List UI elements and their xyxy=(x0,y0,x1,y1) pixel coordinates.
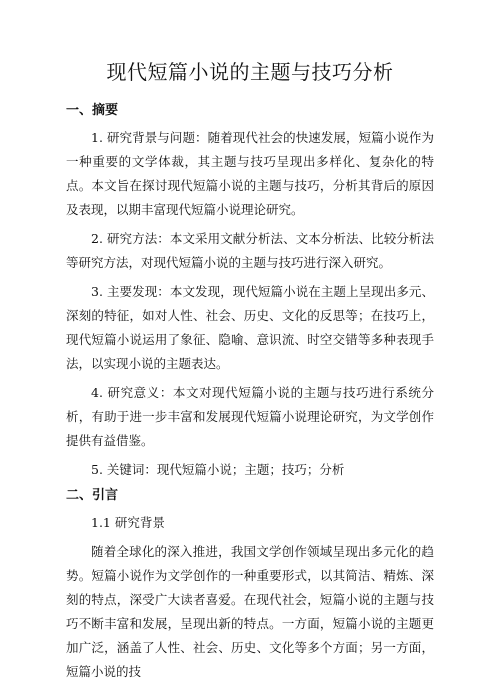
abstract-paragraph-methods: 2. 研究方法：本文采用文献分析法、文本分析法、比较分析法等研究方法，对现代短篇小说的主题与技巧进行深入研究。 xyxy=(66,231,434,270)
section-heading-abstract: 一、摘要 xyxy=(66,103,119,118)
section-heading-introduction: 二、引言 xyxy=(66,488,119,503)
abstract-paragraph-significance: 4. 研究意义：本文对现代短篇小说的主题与技巧进行系统分析，有助于进一步丰富和发展现代短篇小说理论研究，为文学创作提供有益借鉴。 xyxy=(66,385,434,448)
abstract-paragraph-keywords: 5. 关键词：现代短篇小说；主题；技巧；分析 xyxy=(91,462,345,477)
introduction-paragraph: 随着全球化的深入推进，我国文学创作领域呈现出多元化的趋势。短篇小说作为文学创作的一种重要形式，以其简洁、精炼、深刻的特点，深受广大读者喜爱。在现代社会，短篇小说的主题与技巧不断丰富和发展，呈现出新的特点。一方面，短篇小说的主题更加广泛，涵盖了人性、社会、历史、文化等多个方面；另一方面，短篇小说的技 xyxy=(66,544,434,679)
document-title: 现代短篇小说的主题与技巧分析 xyxy=(106,60,394,84)
abstract-paragraph-background: 1. 研究背景与问题：随着现代社会的快速发展，短篇小说作为一种重要的文学体裁，其主题与技巧呈现出多样化、复杂化的特点。本文旨在探讨现代短篇小说的主题与技巧，分析其背后的原因及表现，以期丰富现代短篇小说理论研究。 xyxy=(66,130,434,217)
subsection-heading-background: 1.1 研究背景 xyxy=(91,515,165,530)
abstract-paragraph-findings: 3. 主要发现：本文发现，现代短篇小说在主题上呈现出多元、深刻的特征，如对人性、社会、历史、文化的反思等；在技巧上，现代短篇小说运用了象征、隐喻、意识流、时空交错等多种表现手法，以实现小说的主题表达。 xyxy=(66,284,434,371)
